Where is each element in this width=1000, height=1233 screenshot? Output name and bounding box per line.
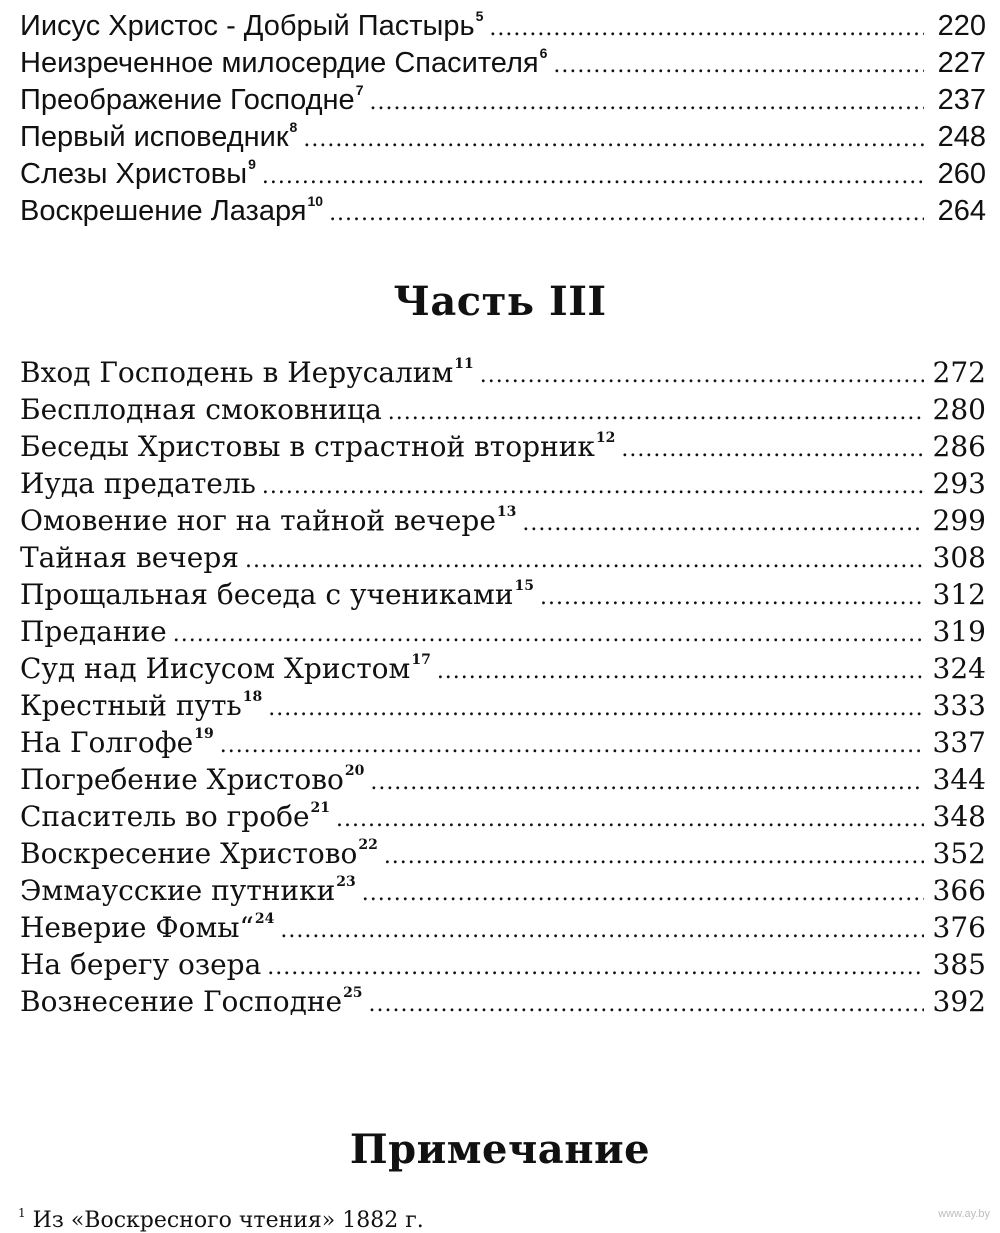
watermark: www.ay.by — [938, 1208, 990, 1220]
toc-entry — [20, 613, 986, 650]
toc-entry-title-text: Крестный путь — [20, 689, 242, 722]
toc-entry — [20, 465, 986, 502]
toc-dot-leader — [553, 47, 924, 84]
notes-heading: Примечание — [349, 1126, 651, 1173]
toc-entry-title — [20, 909, 274, 946]
toc-dot-leader — [303, 121, 924, 158]
toc-dot-leader — [262, 468, 924, 505]
toc-entry-title — [20, 45, 547, 82]
toc-entry-title-text: Прощальная беседа с учениками — [20, 578, 514, 611]
toc-dot-leader — [329, 195, 924, 232]
toc-entry-title-text: Суд над Иисусом Христом — [20, 652, 411, 685]
toc-entry-page: 308 — [932, 541, 986, 574]
toc-entry-note-ref: 9 — [248, 156, 256, 172]
toc-entry-page: 280 — [932, 393, 986, 426]
toc-entry-page: 312 — [932, 578, 986, 611]
toc-entry-page: 333 — [932, 689, 986, 722]
toc-entry-title-text: Воскрешение Лазаря — [20, 195, 307, 227]
toc-entry-note-ref: 12 — [595, 430, 616, 446]
toc-entry-title — [20, 724, 214, 761]
toc-dot-leader — [362, 875, 924, 912]
toc-entry-note-ref: 8 — [289, 119, 298, 135]
toc-dot-leader — [489, 10, 924, 47]
toc-entry — [20, 798, 986, 835]
toc-entry-title-text: Бесплодная смоковница — [20, 393, 382, 426]
toc-dot-leader — [384, 838, 924, 875]
footnote-number: 1 — [18, 1206, 26, 1220]
toc-dot-leader — [540, 579, 924, 616]
toc-entry — [20, 428, 986, 465]
toc-entry — [20, 8, 986, 45]
toc-entry-page: 260 — [937, 158, 986, 190]
toc-entry-title-text: Спаситель во гробе — [20, 800, 310, 833]
toc-entry-title — [20, 946, 261, 983]
toc-entry-title-text: Неверие Фомы“ — [20, 911, 254, 944]
toc-dot-leader — [245, 542, 924, 579]
toc-entry-title-text: Эммаусские путники — [20, 874, 336, 907]
toc-entry-note-ref: 7 — [355, 82, 364, 98]
toc-entry-note-ref: 13 — [496, 504, 517, 520]
toc-dot-leader — [267, 949, 924, 986]
toc-entry-page: 319 — [932, 615, 986, 648]
toc-entry-title-text: Слезы Христовы — [20, 158, 248, 190]
toc-entry-title — [20, 465, 256, 502]
toc-entry-title — [20, 82, 363, 119]
toc-entry-title — [20, 354, 474, 391]
toc-entry-title-text: Вознесение Господне — [20, 985, 343, 1018]
toc-dot-leader — [262, 158, 924, 195]
toc-dot-leader — [621, 431, 924, 468]
toc-dot-leader — [369, 84, 924, 121]
toc-entry-page: 293 — [932, 467, 986, 500]
toc-entry — [20, 576, 986, 613]
toc-entry-title-text: Преображение Господне — [20, 84, 355, 116]
toc-entry — [20, 872, 986, 909]
footnote — [18, 1206, 424, 1233]
toc-entry-note-ref: 18 — [242, 689, 263, 705]
toc-entry-page: 337 — [932, 726, 986, 759]
toc-entry-note-ref: 24 — [254, 911, 275, 927]
toc-entry-title-text: Иисус Христос - Добрый Пастырь — [20, 10, 475, 42]
toc-entry-title — [20, 835, 378, 872]
toc-entry — [20, 82, 986, 119]
toc-entry-title — [20, 502, 516, 539]
toc-entry — [20, 193, 986, 230]
toc-entry-note-ref: 10 — [307, 193, 324, 209]
toc-part3-list — [20, 354, 986, 1020]
toc-entry-note-ref: 22 — [358, 837, 378, 853]
toc-entry — [20, 45, 986, 82]
toc-entry-title-text: Первый исповедник — [20, 121, 289, 153]
toc-entry-title — [20, 576, 534, 613]
toc-entry — [20, 391, 986, 428]
part3-heading: Часть III — [393, 278, 607, 325]
toc-entry-page: 264 — [937, 195, 986, 227]
toc-entry-page: 366 — [932, 874, 986, 907]
toc-entry — [20, 909, 986, 946]
toc-entry-page: 286 — [932, 430, 986, 463]
toc-dot-leader — [173, 616, 924, 653]
toc-entry — [20, 354, 986, 391]
toc-entry-page: 272 — [932, 356, 986, 389]
toc-entry-title-text: На берегу озера — [20, 948, 262, 981]
toc-entry-note-ref: 23 — [336, 874, 356, 890]
toc-entry-title — [20, 798, 330, 835]
toc-entry-page: 220 — [937, 10, 986, 42]
toc-entry-page: 324 — [932, 652, 986, 685]
toc-dot-leader — [280, 912, 924, 949]
toc-dot-leader — [336, 801, 924, 838]
toc-dot-leader — [522, 505, 924, 542]
toc-entry-title — [20, 650, 431, 687]
toc-entry-note-ref: 15 — [514, 578, 534, 594]
toc-dot-leader — [388, 394, 924, 431]
toc-entry-page: 344 — [932, 763, 986, 796]
toc-entry-note-ref: 21 — [310, 800, 330, 816]
toc-entry-page: 227 — [937, 47, 986, 79]
toc-entry — [20, 946, 986, 983]
toc-entry-title — [20, 761, 364, 798]
toc-entry — [20, 650, 986, 687]
toc-entry-title — [20, 983, 363, 1020]
toc-dot-leader — [220, 727, 924, 764]
toc-entry-title-text: Тайная вечеря — [20, 541, 239, 574]
toc-entry-title-text: Беседы Христовы в страстной вторник — [20, 430, 595, 463]
toc-entry-title — [20, 8, 483, 45]
toc-entry-title — [20, 872, 356, 909]
toc-entry-title — [20, 687, 262, 724]
toc-entry — [20, 724, 986, 761]
toc-entry — [20, 835, 986, 872]
toc-entry — [20, 539, 986, 576]
toc-entry-title-text: Предание — [20, 615, 167, 648]
toc-entry-title-text: На Голгофе — [20, 726, 194, 759]
toc-dot-leader — [369, 986, 924, 1023]
toc-entry — [20, 119, 986, 156]
toc-entry-title-text: Иуда предатель — [20, 467, 256, 500]
toc-entry-title — [20, 391, 382, 428]
toc-dot-leader — [437, 653, 924, 690]
toc-entry-title-text: Погребение Христово — [20, 763, 344, 796]
toc-entry-page: 348 — [932, 800, 986, 833]
toc-entry-page: 352 — [932, 837, 986, 870]
toc-entry-title — [20, 156, 256, 193]
toc-entry-title — [20, 613, 167, 650]
toc-entry — [20, 687, 986, 724]
toc-dot-leader — [370, 764, 924, 801]
toc-part2-list — [20, 8, 986, 230]
toc-entry-page: 248 — [937, 121, 986, 153]
toc-entry-title — [20, 428, 615, 465]
toc-entry-note-ref: 11 — [454, 356, 474, 372]
toc-entry-note-ref: 17 — [411, 652, 431, 668]
toc-entry-page: 385 — [932, 948, 986, 981]
toc-entry-page: 376 — [932, 911, 986, 944]
toc-entry-page: 299 — [932, 504, 986, 537]
toc-entry-title-text: Вход Господень в Иерусалим — [20, 356, 454, 389]
toc-entry — [20, 156, 986, 193]
toc-dot-leader — [268, 690, 924, 727]
toc-entry-page: 237 — [937, 84, 986, 116]
footnote-text: Из «Воскресного чтения» 1882 г. — [32, 1208, 424, 1233]
toc-entry-note-ref: 20 — [344, 763, 365, 779]
toc-entry-title-text: Омовение ног на тайной вечере — [20, 504, 496, 537]
toc-entry-page: 392 — [932, 985, 986, 1018]
toc-entry-note-ref: 5 — [475, 8, 484, 24]
toc-entry-note-ref: 25 — [343, 985, 363, 1001]
toc-entry — [20, 983, 986, 1020]
toc-entry-title — [20, 119, 297, 156]
toc-entry-note-ref: 6 — [539, 45, 548, 61]
toc-entry-title-text: Воскресение Христово — [20, 837, 358, 870]
toc-entry — [20, 502, 986, 539]
toc-entry-title — [20, 193, 323, 230]
toc-entry-title-text: Неизреченное милосердие Спасителя — [20, 47, 539, 79]
toc-dot-leader — [480, 357, 924, 394]
toc-entry — [20, 761, 986, 798]
toc-entry-note-ref: 19 — [194, 726, 214, 742]
toc-entry-title — [20, 539, 239, 576]
